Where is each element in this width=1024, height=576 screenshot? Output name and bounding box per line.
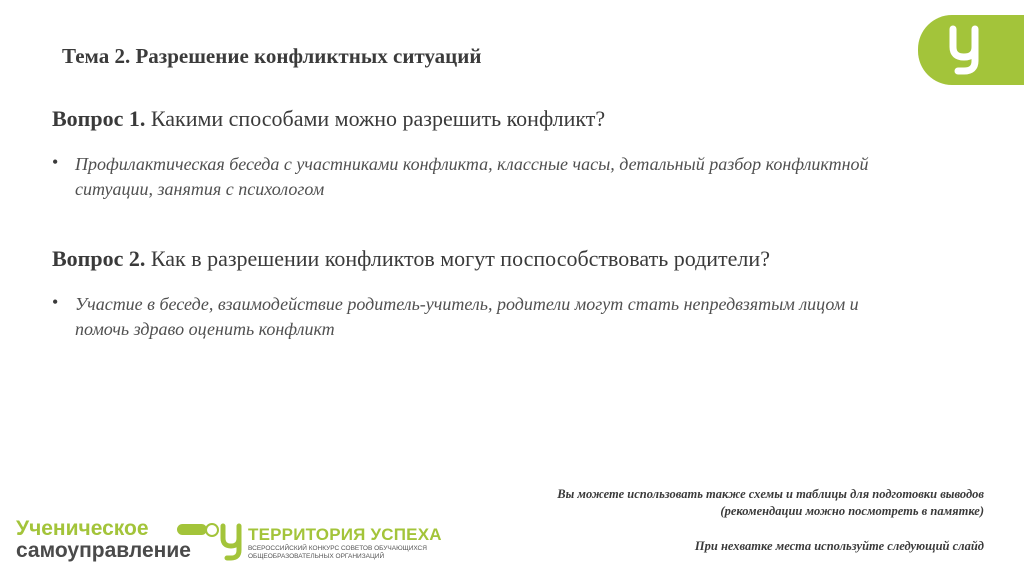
footer-logo-territory-title: ТЕРРИТОРИЯ УСПЕХА bbox=[248, 525, 442, 544]
bullet-icon: • bbox=[52, 292, 59, 312]
answer-1-text: Профилактическая беседа с участниками конфликта, классные часы, детальный разбор конфликтной ситуации, занятия с психологом bbox=[75, 154, 869, 199]
toggle-icon bbox=[177, 524, 207, 535]
note-line-2: (рекомендации можно посмотреть в памятке) bbox=[720, 504, 984, 518]
u-letter-mark-icon bbox=[218, 522, 244, 562]
note-next-slide: При нехватке места используйте следующий слайд bbox=[694, 539, 984, 553]
bullet-icon: • bbox=[52, 152, 59, 172]
note-schemes bbox=[557, 486, 984, 520]
footer-logo-line-2: самоуправление bbox=[16, 539, 191, 562]
question-1 bbox=[52, 106, 605, 132]
footer-logo-territory bbox=[218, 522, 458, 564]
answer-2-text: Участие в беседе, взаимодействие родитель-учитель, родители могут стать непредвзятым лицом и помочь здраво оценить конфликт bbox=[75, 294, 859, 339]
corner-logo bbox=[918, 15, 1024, 85]
note-line-1: Вы можете использовать также схемы и таблицы для подготовки выводов bbox=[557, 487, 984, 501]
question-1-label: Вопрос 1. bbox=[52, 106, 146, 131]
slide-title: Тема 2. Разрешение конфликтных ситуаций bbox=[62, 44, 482, 68]
footer-logo-self-government bbox=[16, 518, 216, 562]
question-2-text: Как в разрешении конфликтов могут поспособствовать родители? bbox=[145, 246, 770, 271]
question-2-label: Вопрос 2. bbox=[52, 246, 146, 271]
question-1-text: Какими способами можно разрешить конфликт? bbox=[145, 106, 606, 131]
question-2 bbox=[52, 246, 770, 272]
u-letter-logo-icon bbox=[946, 23, 982, 77]
footer-logo-territory-subtitle: ВСЕРОССИЙСКИЙ КОНКУРС СОВЕТОВ ОБУЧАЮЩИХСЯ ОБЩЕОБРАЗОВАТЕЛЬНЫХ ОРГАНИЗАЦИЙ bbox=[248, 545, 427, 560]
footer-logo-line-1: Ученическое bbox=[16, 518, 216, 540]
